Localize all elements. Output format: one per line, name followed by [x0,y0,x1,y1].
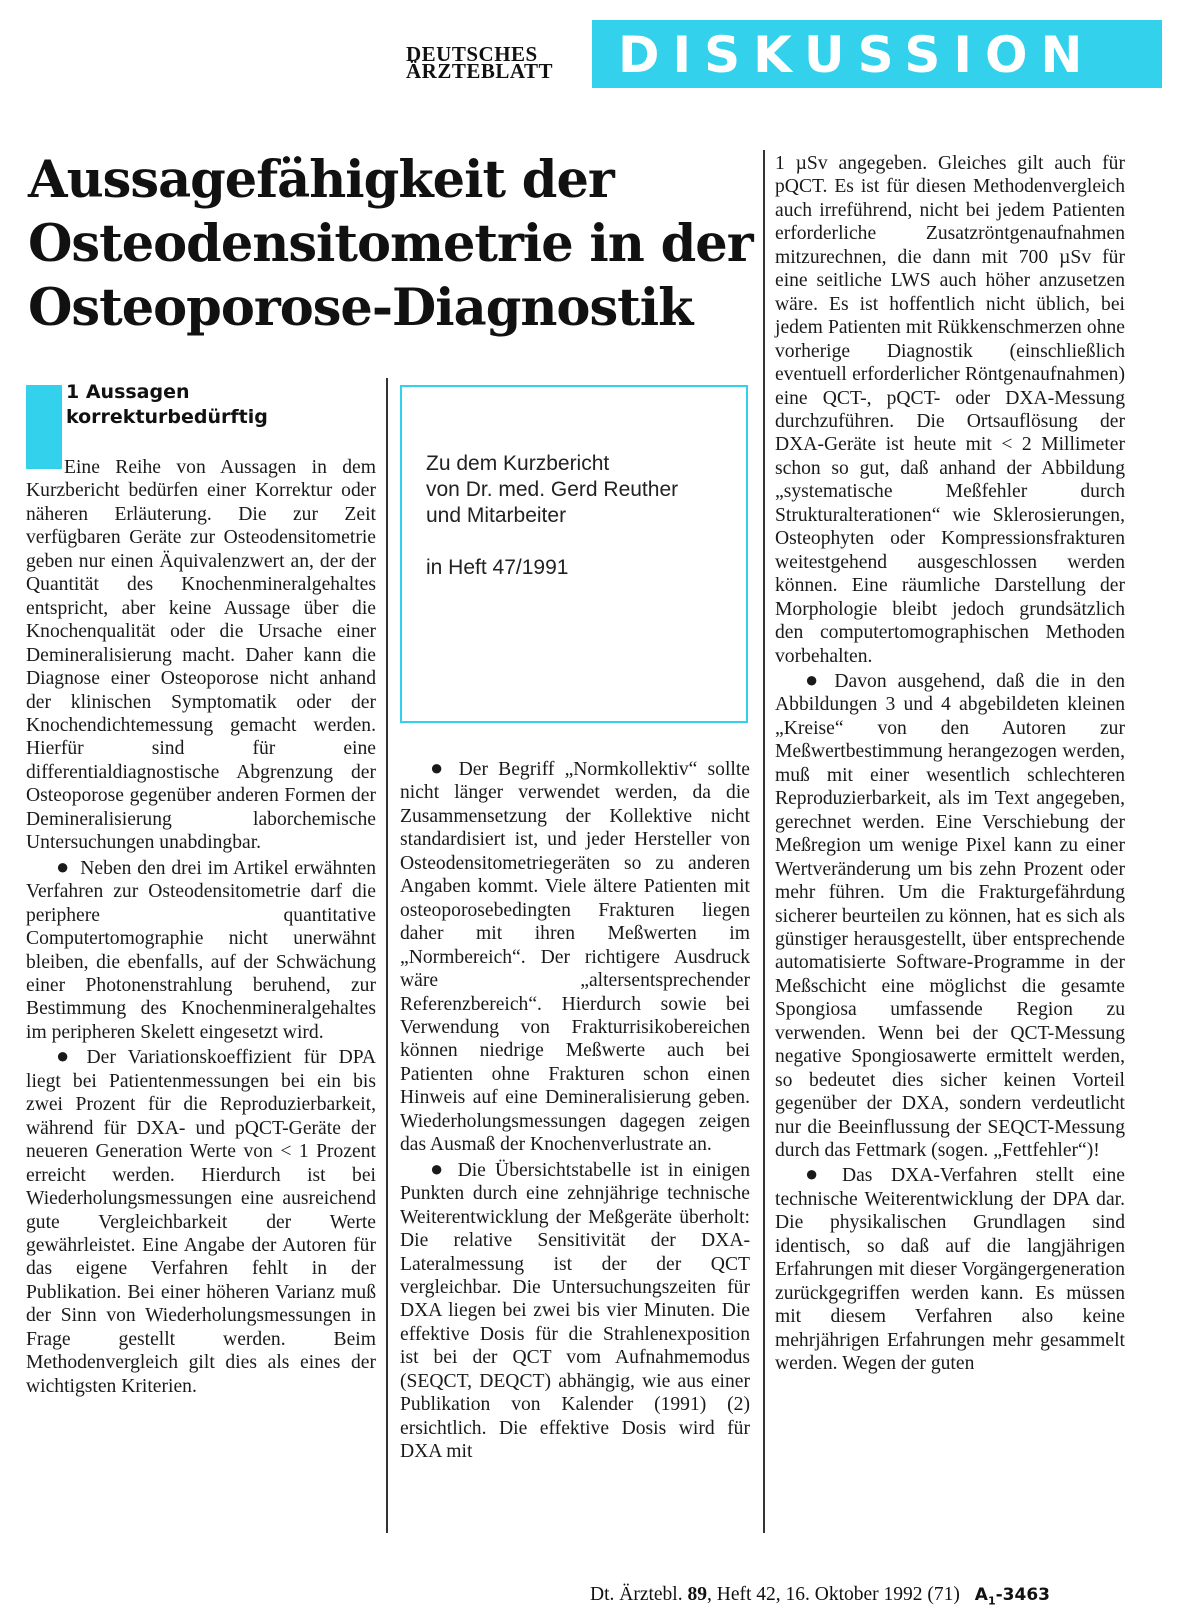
bullet-paragraph [400,1157,750,1464]
bullet-paragraph [775,668,1125,1163]
bullet-paragraph [400,756,750,1157]
page-prefix: A [974,1585,988,1605]
bullet-icon: ● [805,1161,832,1187]
reference-issue: in Heft 47/1991 [426,556,569,579]
article-title-line1: Aussagefähigkeit der [28,150,614,210]
bullet-paragraph [26,1044,376,1398]
page-number [974,1585,1050,1608]
text-column-1 [26,380,376,1398]
footer-volume: 89 [687,1584,707,1605]
paragraph-text: Neben den drei im Artikel erwähnten Verfahren zur Osteodensitometrie darf die periphere quantitative Computertomographie nicht unerwähnt bleiben, die ebenfalls, auf der Schwächung einer Photonenstrahlung beruhend, zur Bestimmung des Knochenmineralgehaltes im peripheren Skelett eingesetzt wird. [26,857,376,1043]
text-column-3 [775,152,1125,1376]
bullet-paragraph [26,855,376,1045]
paragraph-text: Davon ausgehend, daß die in den Abbildungen 3 und 4 abgebildeten kleinen „Kreise“ von den Autoren zur Meßwertbestimmung herangezogen werden, muß mit einer wesentlich schlechteren Reproduzierbarkeit, als im Text angegeben, gerechnet werden. Eine Verschiebung der Meßregion um wenige Pixel kann zu einer Wertveränderung um bis zehn Prozent oder mehr führen. Um die Frakturgefährdung sicherer beurteilen zu können, hat es sich als günstiger herausgestellt, über entsprechende automatisierte Software-Programme in der Meßschicht eine möglichst die gesamte Spongiosa umfassende Region zu verwenden. Wenn bei der QCT-Messung negative Spongiosawerte ermittelt werden, so bedeutet dies sicher keinen Vorteil gegenüber der DXA, sondern verdeutlicht nur die Beeinflussung der SEQCT-Messung durch das Fettmark (sogen. „Fettfehler“)! [775,670,1125,1162]
column-divider [763,150,765,1533]
journal-logo-line1: DEUTSCHES [406,42,538,66]
text-column-2 [400,756,750,1464]
section-banner: DISKUSSION [592,20,1162,88]
page-footer [590,1584,1150,1607]
footer-journal: Dt. Ärztebl. [590,1584,683,1605]
bullet-paragraph [775,1162,1125,1375]
reference-line: von Dr. med. Gerd Reuther [426,478,679,501]
paragraph: Eine Reihe von Aussagen in dem Kurzbericht bedürfen einer Korrektur oder näheren Erläuterung. Die zur Zeit verfügbaren Geräte zur Osteodensitometrie geben nur einen Äquivalenzwert an, der der Quantität des Knochenmineralgehaltes entspricht, aber keine Aussage über die Knochenqualität oder die Ursache einer Demineralisierung macht. Daher kann die Diagnose einer Osteoporose nicht anhand der klinischen Symptomatik oder der Knochendichtemessung gemacht werden. Hierfür sind für eine differentialdiagnostische Abgrenzung der Osteoporose gegenüber anderen Formen der Demineralisierung laborchemische Untersuchungen unabdingbar. [26,457,376,854]
paragraph-text: Das DXA-Verfahren stellt eine technische Weiterentwicklung der DPA dar. Die physikalischen Grundlagen sind identisch, so daß auf die langjährigen Erfahrungen mit dieser Vorgängergeneration zurückgegriffen werden kann. Es müssen mit diesem Verfahren also keine mehrjährigen Erfahrungen mehr gesammelt werden. Wegen der guten [775,1165,1125,1375]
journal-logo [406,42,576,83]
section-heading-line2: korrekturbedürftig [66,406,268,428]
page-number-value: -3463 [995,1585,1050,1605]
paragraph-text: Die Übersichtstabelle ist in einigen Punkten durch eine zehnjährige technische Weiterentwicklung der Meßgeräte überholt: Die relative Sensitivität der DXA-Lateralmessung ist der der QCT vergleichbar. Die Untersuchungszeiten für DXA liegen bei zwei bis vier Minuten. Die effektive Dosis für die Strahlenexposition ist bei der QCT vom Aufnahmemodus (SEQCT, DEQCT) abhängig, wie aus einer Publikation von Kalender (1991) (2) ersichtlich. Die effektive Dosis wird für DXA mit [400,1159,751,1463]
reference-line: Zu dem Kurzbericht [426,452,610,475]
page-sub: 1 [987,1594,996,1608]
section-heading-line1: 1 Aussagen [66,381,190,403]
section-heading [66,380,376,430]
article-title-line3: Osteoporose-Diagnostik [28,278,693,338]
paragraph: 1 µSv angegeben. Gleiches gilt auch für pQCT. Es ist für diesen Methodenvergleich auch irreführend, nicht bei jedem Patienten erforderliche Zusatzröntgenaufnahmen mitzurechnen, die dann mit 700 µSv für eine seitliche LWS auch höher anzusetzen wäre. Es ist hoffentlich nicht üblich, bei jedem Patienten mit Rükkenschmerzen ohne vorherige Diagnostik (einschließlich eventuell erforderlicher Röntgenaufnahmen) eine QCT-, pQCT- oder DXA-Messung durchzuführen. Die Ortsauflösung der DXA-Geräte ist heute mit < 2 Millimeter schon so gut, daß anhand der Abbildung „systematische Meßfehler durch Strukturalterationen“ wie Sklerosierungen, Osteophyten oder Kompressionsfrakturen weitestgehend ausgeschlossen werden können. Eine räumliche Darstellung der Morphologie bleibt jedoch grundsätzlich den computertomographischen Methoden vorbehalten. [775,153,1125,667]
bullet-icon: ● [430,755,449,780]
paragraph-text: Der Begriff „Normkollektiv“ sollte nicht länger verwendet werden, da die Zusammensetzung der Kollektive nicht standardisiert ist, und jeder Hersteller von Osteodensitometriegeräten so zu anderen Angaben kommt. Viele ältere Patienten mit osteoporosebedingten Frakturen liegen daher mit ihren Meßwerten im „Normbereich“. Der richtigere Ausdruck wäre „altersentsprechender Referenzbereich“. Hierdurch sowie bei Verwendung von Frakturrisikobereichen können niedrige Meßwerte auch bei Patienten ohne Frakturen schon einen Hinweis auf eine Demineralisierung geben. Wiederholungsmessungen dagegen zeigen das Ausmaß der Knochenverlustrate an. [400,759,750,1156]
bullet-icon: ● [430,1155,448,1181]
footer-issue-date: , Heft 42, 16. Oktober 1992 (71) [706,1584,960,1605]
bullet-icon: ● [56,1043,77,1069]
paragraph-text: Der Variationskoeffizient für DPA liegt bei Patientenmessungen bei ein bis zwei Prozent für die Reproduzierbarkeit, während für DXA- und pQCT-Geräte der neueren Generation Werte von < 1 Prozent erreicht werden. Hierdurch ist bei Wiederholungsmessungen eine ausreichend gute Vergleichbarkeit der Werte gewährleistet. Eine Angabe der Autoren für das eigene Verfahren fehlt in der Publikation. Bei einer höheren Varianz muß der Sinn von Wiederholungsmessungen in Frage gestellt werden. Beim Methodenvergleich gilt dies als eines der wichtigsten Kriterien. [26,1047,376,1397]
reference-line: und Mitarbeiter [426,504,567,527]
journal-logo-line2: ÄRZTEBLATT [406,59,553,83]
reference-box [400,385,748,723]
article-title [28,148,768,340]
bullet-icon: ● [805,666,825,692]
column-divider [386,378,388,1533]
bullet-icon: ● [56,853,71,879]
article-title-line2: Osteodensitometrie in der [28,214,753,274]
